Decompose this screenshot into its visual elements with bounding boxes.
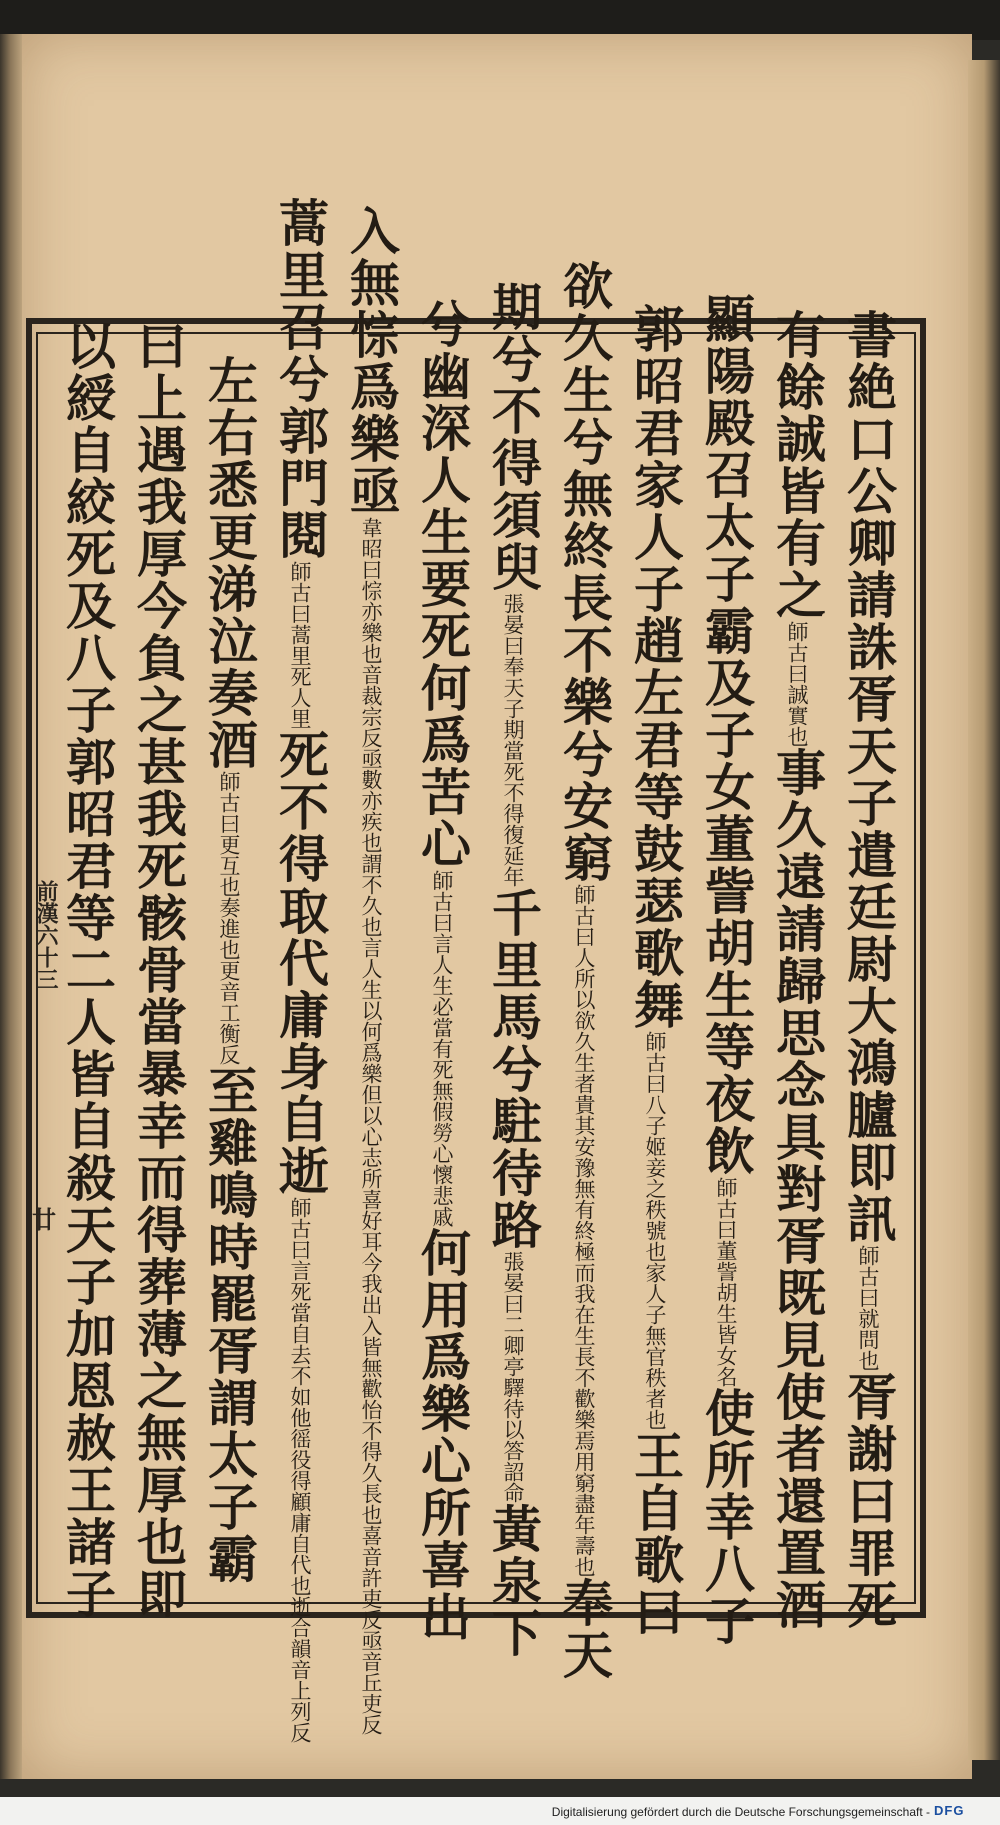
column-text [838,309,898,1631]
text-column [195,340,259,1600]
main-text: 兮幽深人生要死何爲苦心 [413,297,472,870]
main-text: 使所幸八子 [697,1387,756,1647]
commentary-note: 師古曰言人生必當有死無假勞心懷悲戚 [430,869,454,1227]
commentary-note: 師古曰董訾胡生皆女名 [714,1177,738,1387]
column-text [341,205,401,1735]
text-column [621,302,685,1638]
text-column [124,320,188,1620]
main-text: 千里馬兮駐待路 [484,887,543,1251]
commentary-note: 師古曰更互也奏進也更音工衡反 [217,771,241,1065]
text-column [408,297,472,1643]
main-text: 曰上遇我厚今負之甚我死骸骨當暴幸而得葬薄之無厚也即 [129,320,188,1620]
commentary-note: 師古曰蒿里死人里 [288,561,312,729]
main-text: 欲久生兮無終長不樂兮安窮 [555,259,614,884]
text-column [763,309,827,1631]
text-column [266,197,330,1743]
commentary-note: 張晏曰奉天子期當死不得復延年 [501,593,525,887]
main-text: 期兮不得須臾 [484,281,543,593]
footer-credit: Digitalisierung gefördert durch die Deutsche Forschungsgemeinschaft - [551,1805,930,1819]
main-text: 胥謝曰罪死 [839,1371,898,1631]
page-number: 廿 [32,1205,56,1234]
main-text: 書絶口公卿請誅胥天子遣廷尉大鴻臚即訊 [839,309,898,1245]
commentary-note: 師古曰誠實也 [785,621,809,747]
commentary-note: 師古曰八子姬妾之秩號也家人子無官秩者也 [643,1030,667,1430]
main-text: 左右悉更涕泣奏酒 [200,355,259,771]
column-text [270,197,330,1743]
commentary-note: 師古曰人所以欲久生者貴其安豫無有終極而我在生長不歡樂焉用窮盡年壽也 [572,883,596,1577]
main-text: 奉天 [555,1576,614,1681]
commentary-note: 張晏曰二卿亭驛待以答詔命 [501,1251,525,1503]
column-text [554,260,614,1681]
main-text: 事久遠請歸思念具對胥既見使者還置酒 [768,747,827,1631]
dfg-logo: DFG [934,1803,965,1818]
column-text [483,281,543,1659]
column-text [625,303,685,1638]
commentary-note: 韋昭曰悰亦樂也音裁宗反亟數亦疾也謂不久也言人生以何爲樂但以心志所喜好耳今我出入皆無歡怡不得久長也喜音許吏反亟音丘吏反 [359,517,383,1735]
column-text [696,293,756,1647]
commentary-note: 師古曰言死當自去不如他徭役得顧庸自代也逝合韻音上列反 [288,1197,312,1743]
margin-label-text: 前漢六十三 [33,880,59,990]
main-text: 死不得取代庸身自逝 [271,729,330,1197]
main-text: 何用爲樂心所喜出 [413,1226,472,1643]
text-column [53,320,117,1620]
main-text: 顯陽殿召太子霸及子女董訾胡生等夜飲 [697,293,756,1177]
adjacent-page-edge [968,60,1000,1760]
main-text: 郭昭君家人子趙左君等鼓瑟歌舞 [626,302,685,1031]
main-text: 有餘誠皆有之 [768,309,827,621]
column-text [128,320,188,1620]
margin-label [28,880,62,1140]
commentary-note: 師古曰就問也 [856,1245,880,1371]
text-column [337,205,401,1735]
text-column [479,281,543,1659]
main-text: 以綬自絞死及八子郭昭君等二人皆自殺天子加恩赦王諸子 [58,320,117,1620]
main-text: 蒿里召兮郭門閱 [271,197,330,561]
column-text [57,320,117,1620]
column-text [199,355,259,1585]
main-text: 黃泉下 [484,1503,543,1659]
main-text: 王自歌曰 [626,1429,685,1638]
column-text [767,309,827,1631]
text-column [550,259,614,1681]
text-column [692,293,756,1647]
main-text: 至雞鳴時罷胥謂太子霸 [200,1065,259,1585]
column-text [412,298,472,1643]
text-column [834,309,898,1631]
main-text: 入無悰爲樂亟 [342,205,401,517]
